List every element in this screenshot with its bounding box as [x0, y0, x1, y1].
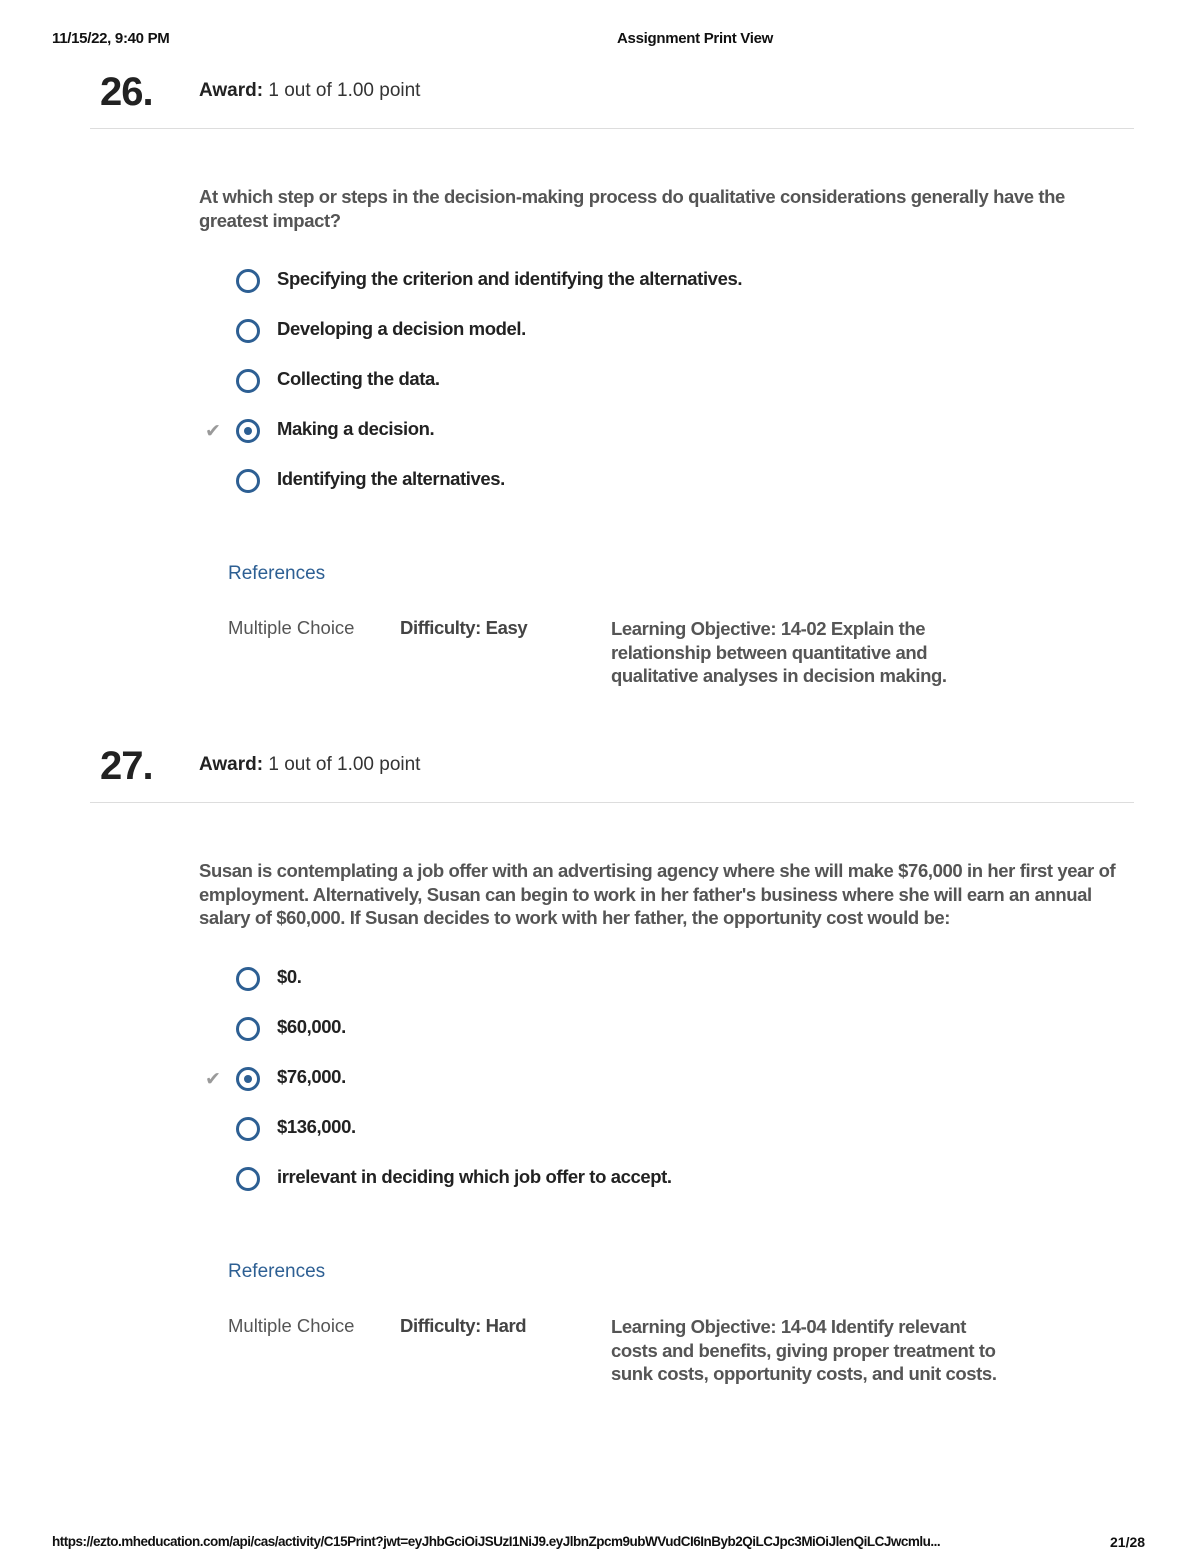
award — [199, 80, 420, 102]
question-text: At which step or steps in the decision-making process do qualitative considerations generally have the greatest impact? — [199, 186, 1065, 231]
reference-difficulty: Difficulty: Hard — [400, 1315, 527, 1336]
choice-option[interactable] — [205, 418, 1116, 448]
print-datetime: 11/15/22, 9:40 PM — [52, 30, 170, 47]
radio-button[interactable] — [236, 1117, 260, 1141]
reference-learning-objective: Learning Objective: 14-04 Identify relevant costs and benefits, giving proper treatment to sunk costs, opportunity costs, and unit costs. — [611, 1316, 997, 1384]
choice-label: Identifying the alternatives. — [277, 468, 505, 489]
choice-label: Collecting the data. — [277, 368, 440, 389]
choice-label: Developing a decision model. — [277, 318, 526, 339]
radio-button[interactable] — [236, 269, 260, 293]
radio-button[interactable] — [236, 1017, 260, 1041]
choice-label: $0. — [277, 966, 302, 987]
print-url: https://ezto.mheducation.com/api/cas/activity/C15Print?jwt=eyJhbGciOiJSUzI1NiJ9.eyJlbnZpcm9ubWVudCI6InByb2QiLCJpc3MiOiJlenQiLCJwcmlu... — [52, 1534, 941, 1549]
checkmark-icon: ✔ — [205, 421, 221, 442]
choice-option[interactable] — [236, 318, 1116, 348]
award-value: 1 out of 1.00 point — [268, 754, 421, 775]
choice-option[interactable] — [236, 966, 1116, 996]
divider — [90, 802, 1134, 803]
radio-button[interactable] — [236, 369, 260, 393]
award-label: Award: — [199, 754, 264, 775]
choice-label: $136,000. — [277, 1116, 356, 1137]
choice-label: Making a decision. — [277, 418, 435, 439]
choice-option[interactable] — [236, 1016, 1116, 1046]
references-heading: References — [228, 563, 326, 584]
choice-option[interactable] — [236, 1116, 1116, 1146]
choice-option[interactable] — [236, 1166, 1116, 1196]
radio-button[interactable] — [236, 319, 260, 343]
reference-difficulty: Difficulty: Easy — [400, 617, 528, 638]
question-number: 26. — [100, 70, 153, 114]
checkmark-icon: ✔ — [205, 1069, 221, 1090]
radio-button-selected[interactable] — [236, 1067, 260, 1091]
award — [199, 754, 420, 776]
choice-option[interactable] — [236, 468, 1116, 498]
choice-label: Specifying the criterion and identifying the alternatives. — [277, 268, 743, 289]
reference-type: Multiple Choice — [228, 1315, 355, 1336]
choice-label: $60,000. — [277, 1016, 346, 1037]
question-number: 27. — [100, 744, 153, 788]
references-heading: References — [228, 1261, 326, 1282]
radio-button[interactable] — [236, 967, 260, 991]
choice-option[interactable] — [236, 268, 1116, 298]
choice-option[interactable] — [205, 1066, 1116, 1096]
reference-learning-objective: Learning Objective: 14-02 Explain the relationship between quantitative and qualitative analyses in decision making. — [611, 618, 947, 686]
print-title: Assignment Print View — [617, 30, 773, 47]
radio-button[interactable] — [236, 1167, 260, 1191]
radio-button-selected[interactable] — [236, 419, 260, 443]
award-value: 1 out of 1.00 point — [268, 80, 421, 101]
reference-type: Multiple Choice — [228, 617, 355, 638]
radio-button[interactable] — [236, 469, 260, 493]
page-number: 21/28 — [1110, 1534, 1146, 1550]
question-text: Susan is contemplating a job offer with an advertising agency where she will make $76,000 in her first year of employment. Alternatively, Susan can begin to work in her father's business where she will earn an annual salary of $60,000. If Susan decides to work with her father, the opportunity cost would be: — [199, 860, 1116, 928]
choice-label: $76,000. — [277, 1066, 346, 1087]
choice-option[interactable] — [236, 368, 1116, 398]
divider — [90, 128, 1134, 129]
choice-label: irrelevant in deciding which job offer to accept. — [277, 1166, 672, 1187]
award-label: Award: — [199, 80, 264, 101]
